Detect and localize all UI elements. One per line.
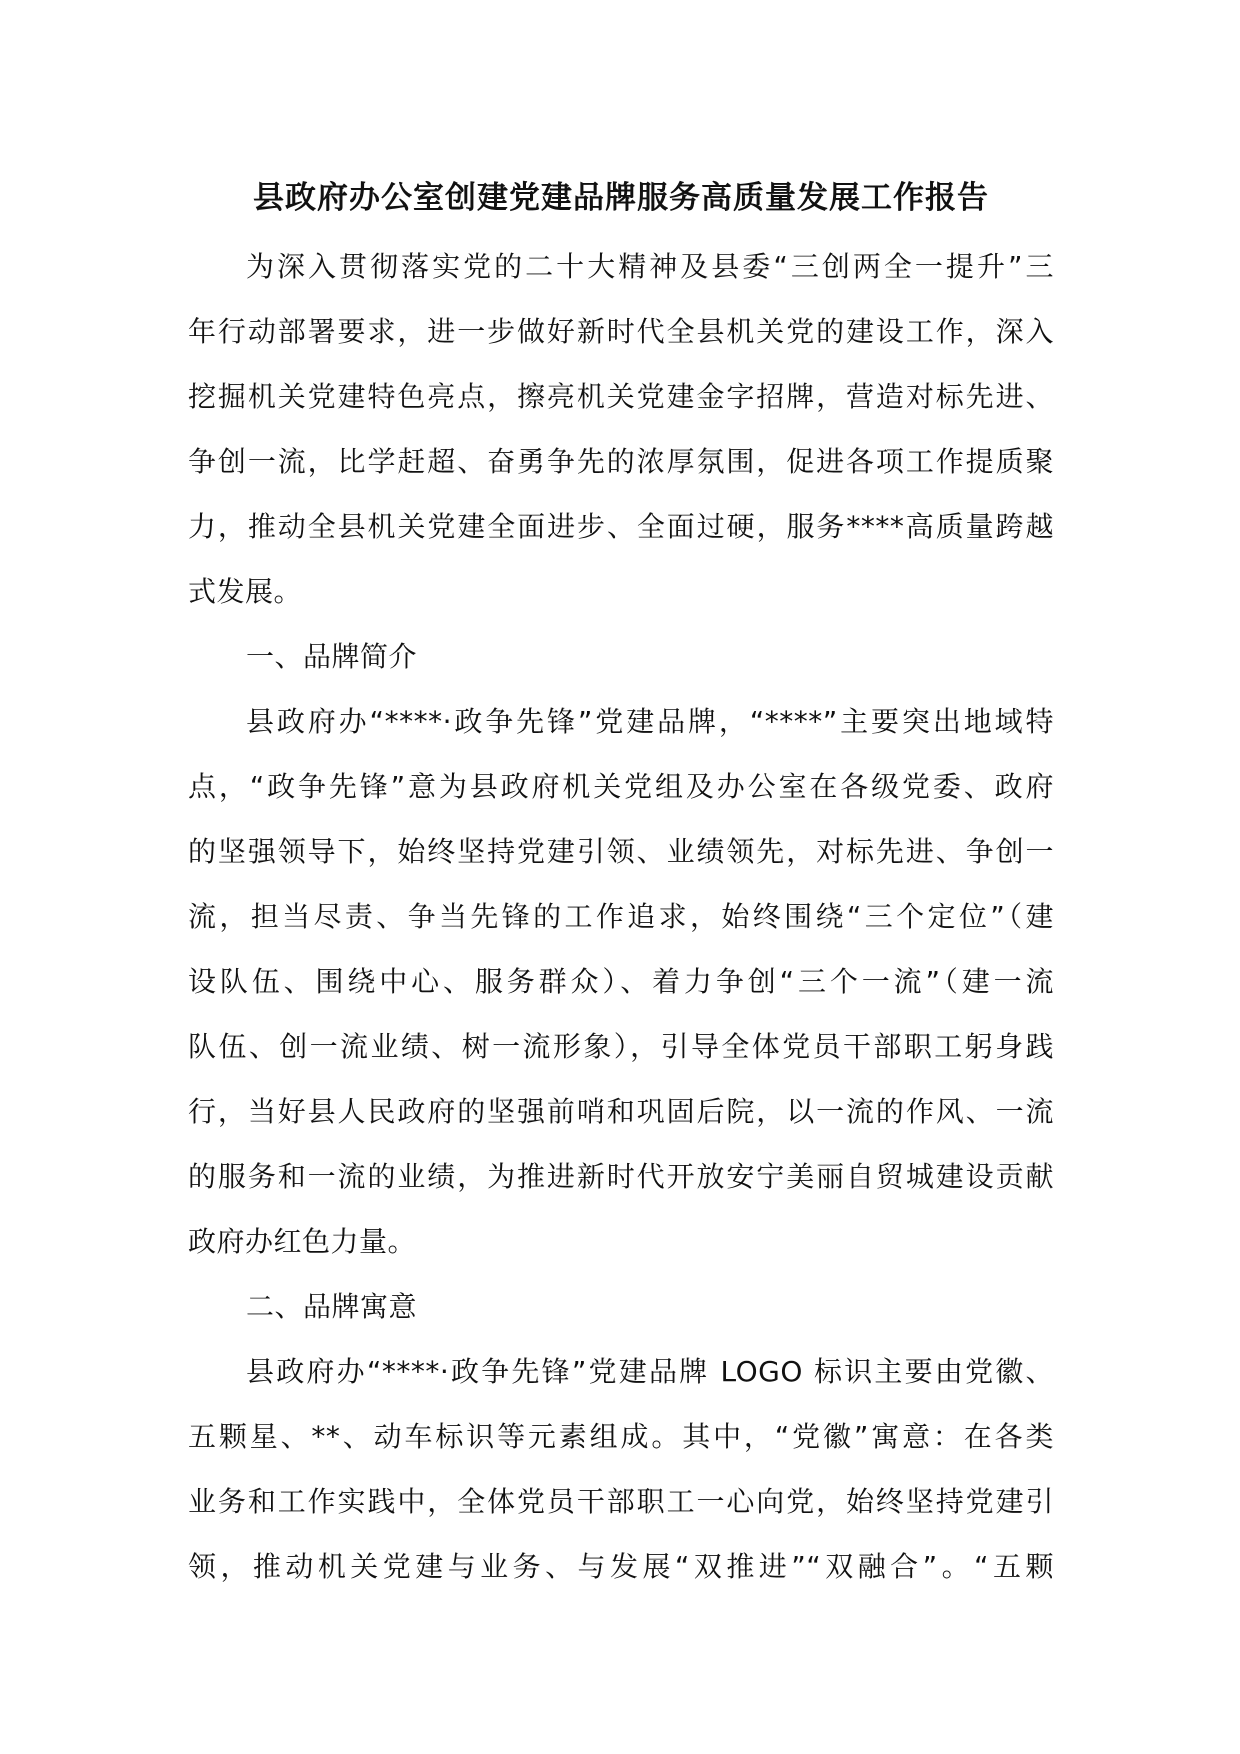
paragraph-brand-intro-line-2: 点，“政争先锋”意为县政府机关党组及办公室在各级党委、政府 [188, 770, 1054, 803]
section-heading-brand-meaning: 二、品牌寓意 [246, 1290, 418, 1323]
paragraph-brand-intro-line-6: 队伍、创一流业绩、树一流形象），引导全体党员干部职工躬身践 [188, 1030, 1054, 1063]
paragraph-brand-intro-line-8: 的服务和一流的业绩，为推进新时代开放安宁美丽自贸城建设贡献 [188, 1160, 1054, 1193]
document-body [188, 234, 1054, 1599]
paragraph-brand-intro-line-1: 县政府办“****·政争先锋”党建品牌，“****”主要突出地域特 [246, 705, 1054, 738]
paragraph-intro-line-3: 挖掘机关党建特色亮点，擦亮机关党建金字招牌，营造对标先进、 [188, 380, 1054, 413]
paragraph-brand-meaning-line-3: 业务和工作实践中，全体党员干部职工一心向党，始终坚持党建引 [188, 1485, 1054, 1518]
paragraph-brand-intro-line-4: 流，担当尽责、争当先锋的工作追求，始终围绕“三个定位”（建 [188, 900, 1054, 933]
section-heading-brand-intro: 一、品牌简介 [246, 640, 418, 673]
paragraph-intro-line-2: 年行动部署要求，进一步做好新时代全县机关党的建设工作，深入 [188, 315, 1054, 348]
paragraph-intro-line-1: 为深入贯彻落实党的二十大精神及县委“三创两全一提升”三 [246, 250, 1054, 283]
paragraph-brand-intro-line-9: 政府办红色力量。 [188, 1225, 417, 1258]
paragraph-intro-line-4: 争创一流，比学赶超、奋勇争先的浓厚氛围，促进各项工作提质聚 [188, 445, 1054, 478]
paragraph-brand-intro-line-7: 行，当好县人民政府的坚强前哨和巩固后院，以一流的作风、一流 [188, 1095, 1054, 1128]
document-title: 县政府办公室创建党建品牌服务高质量发展工作报告 [253, 180, 989, 216]
paragraph-brand-meaning-line-4: 领，推动机关党建与业务、与发展“双推进”“双融合”。“五颗 [188, 1550, 1054, 1583]
paragraph-intro-line-5: 力，推动全县机关党建全面进步、全面过硬，服务****高质量跨越 [188, 510, 1054, 543]
paragraph-brand-intro-line-5: 设队伍、围绕中心、服务群众）、着力争创“三个一流”（建一流 [188, 965, 1054, 998]
paragraph-brand-meaning-line-1: 县政府办“****·政争先锋”党建品牌 LOGO 标识主要由党徽、 [246, 1355, 1054, 1388]
paragraph-brand-meaning-line-2: 五颗星、**、动车标识等元素组成。其中，“党徽”寓意：在各类 [188, 1420, 1054, 1453]
paragraph-intro-line-6: 式发展。 [188, 575, 303, 608]
paragraph-brand-intro-line-3: 的坚强领导下，始终坚持党建引领、业绩领先，对标先进、争创一 [188, 835, 1054, 868]
